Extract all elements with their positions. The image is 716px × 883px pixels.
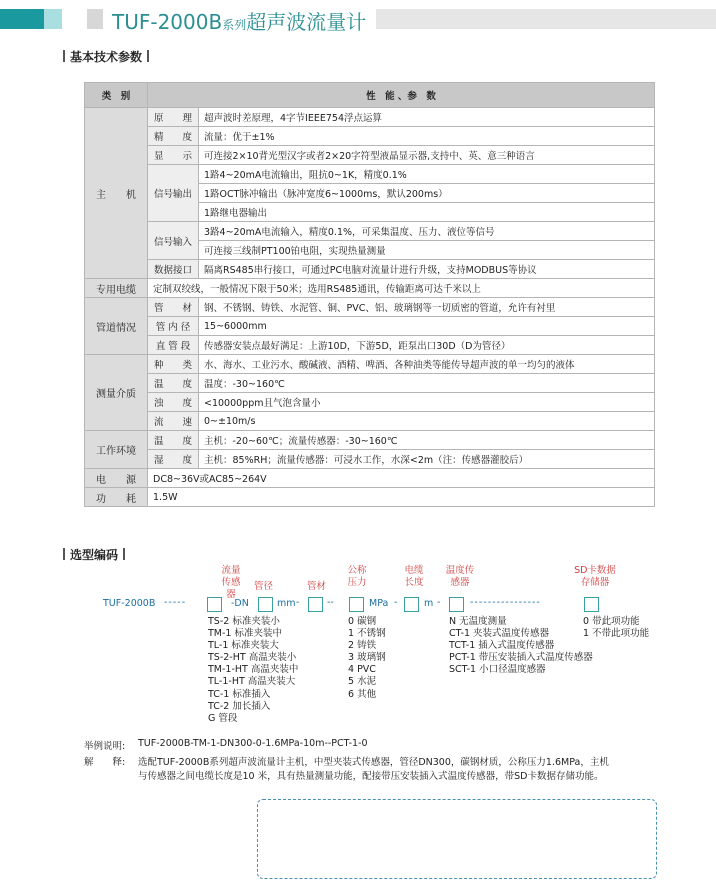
explain-line-2: 与传感器之间电缆长度是10 米，具有热量测量功能，配接带压安装插入式温度传感器，带SD卡数据存储功能。 (138, 771, 604, 782)
section-title-basic: 基本技术参数 (58, 48, 154, 65)
list-item: 0 碳钢 (348, 616, 377, 627)
table-header-row (85, 83, 655, 108)
header-right-bar (376, 9, 716, 29)
header-accent-bar-light (44, 9, 62, 29)
label-pipe-material: 管材 (307, 581, 327, 592)
sd-options (583, 616, 649, 640)
list-item: 3 玻璃钢 (348, 652, 386, 664)
list-item: 0 带此项功能 (583, 616, 640, 627)
explain-line-1: 选配TUF-2000B系列超声波流量计主机，中型夹装式传感器，管径DN300，碳钢材质，公称压力1.6MPa，主机 (138, 757, 609, 768)
table-row: 测量介质 种 类 水、海水、工业污水、酸碱液、酒精、啤酒、各种油类等能传导超声波的单一均匀的液体 (85, 355, 655, 374)
label-pressure: 公称压力 (347, 565, 367, 588)
code-box-pressure (349, 597, 364, 612)
list-item: CT-1 夹装式温度传感器 (449, 628, 550, 640)
label-cable-length: 电缆长度 (404, 565, 424, 588)
list-item: 2 铸铁 (348, 640, 377, 652)
code-box-diameter (258, 597, 273, 612)
table-row: 管道情况 管 材 钢、不锈钢、铸铁、水泥管、铜、PVC、铝、玻璃钢等一切质密的管道，允许有衬里 (85, 298, 655, 317)
list-item: TM-1-HT 高温夹装中 (208, 664, 299, 676)
table-row: 精 度 流量：优于±1% (85, 127, 655, 146)
dashed-box (257, 799, 657, 879)
table-row: 湿 度 主机：85%RH；流量传感器：可浸水工作，水深<2m（注：传感器灌胶后） (85, 450, 655, 469)
table-row: 浊 度 <10000ppm且气泡含量小 (85, 393, 655, 412)
explain-label: 解 释: (84, 757, 126, 768)
list-item: TM-1 标准夹装中 (208, 628, 282, 640)
category-main-unit: 主 机 (85, 108, 148, 279)
sensor-options (208, 616, 298, 725)
list-item: 1 不锈钢 (348, 628, 386, 640)
table-row: 直 管 段 传感器安装点最好满足：上游10D，下游5D，距泵出口30D（D为管径） (85, 336, 655, 355)
list-item: TL-1 标准夹装大 (208, 640, 279, 652)
example-label: 举例说明: (84, 741, 126, 752)
list-item: PCT-1 带压安装插入式温度传感器 (449, 652, 593, 664)
code-box-material (308, 597, 323, 612)
header-accent-bar-grey (87, 9, 103, 29)
code-mpa: MPa (369, 598, 389, 609)
list-item: SCT-1 小口径温度感器 (449, 664, 546, 676)
label-flow-sensor: 流量传感器 (221, 565, 241, 600)
header-accent-bar (0, 9, 44, 29)
table-row: 流 速 0~±10m/s (85, 412, 655, 431)
table-row: 数据接口 隔离RS485串行接口，可通过PC电脑对流量计进行升级，支持MODBUS等协议 (85, 260, 655, 279)
table-row: 温 度 温度：-30~160℃ (85, 374, 655, 393)
code-dash: - (296, 597, 300, 608)
code-prefix: TUF-2000B (103, 598, 156, 609)
code-box-cable (404, 597, 419, 612)
code-dash: -- (327, 597, 334, 608)
section-title-model: 选型编码 (58, 546, 130, 563)
table-row: 专用电缆 定制双绞线，一般情况下限于50米；选用RS485通讯，传输距离可达千米以上 (85, 279, 655, 298)
table-row: 显 示 可连接2×10背光型汉字或者2×20字符型液晶显示器,支持中、英、意三种语言 (85, 146, 655, 165)
table-row: 可连接三线制PT100铂电阻，实现热量测量 (85, 241, 655, 260)
code-mm: mm (277, 598, 296, 609)
table-row: 信号输入 3路4~20mA电流输入，精度0.1%，可采集温度、压力、液位等信号 (85, 222, 655, 241)
table-row: 信号输出 1路4~20mA电流输出，阻抗0~1K，精度0.1% (85, 165, 655, 184)
table-row: 1路OCT脉冲输出（脉冲宽度6~1000ms，默认200ms） (85, 184, 655, 203)
example-code: TUF-2000B-TM-1-DN300-0-1.6MPa-10m--PCT-1-0 (138, 738, 368, 749)
code-m: m (424, 598, 434, 609)
code-dashes: ---------------- (470, 597, 541, 608)
code-box-sd (584, 597, 599, 612)
list-item: TS-2-HT 高温夹装小 (208, 652, 297, 664)
list-item: G 管段 (208, 712, 238, 724)
code-dash: - (437, 597, 441, 608)
label-sd-card: SD卡数据存储器 (574, 565, 616, 588)
header-category: 类 别 (85, 83, 148, 108)
list-item: TCT-1 插入式温度传感器 (449, 640, 555, 652)
list-item: 5 水泥 (348, 676, 377, 688)
table-row: 主 机 原 理 超声波时差原理，4字节IEEE754浮点运算 (85, 108, 655, 127)
code-dash: - (394, 597, 398, 608)
table-row: 1路继电器输出 (85, 203, 655, 222)
table-row: 电 源 DC8~36V或AC85~264V (85, 469, 655, 488)
table-row: 管 内 径 15~6000mm (85, 317, 655, 336)
list-item: 4 PVC (348, 664, 376, 676)
list-item: 1 不带此项功能 (583, 628, 650, 640)
spec-table (84, 82, 655, 507)
code-dn: -DN (231, 598, 249, 609)
list-item: TS-2 标准夹装小 (208, 616, 280, 627)
table-row: 工作环境 温 度 主机：-20~60℃；流量传感器：-30~160℃ (85, 431, 655, 450)
table-row: 功 耗 1.5W (85, 488, 655, 507)
label-pipe-diameter: 管径 (254, 581, 274, 592)
list-item: TC-1 标准插入 (208, 688, 271, 700)
list-item: 6 其他 (348, 688, 377, 700)
code-box-temp (449, 597, 464, 612)
label-temp-sensor: 温度传感器 (445, 565, 475, 588)
list-item: TL-1-HT 高温夹装大 (208, 676, 296, 688)
header-params: 性 能 、参 数 (148, 83, 655, 108)
page-title: TUF-2000B系列超声波流量计 (112, 10, 367, 34)
temp-sensor-options (449, 616, 593, 676)
list-item: N 无温度测量 (449, 616, 507, 627)
code-dashes: ----- (164, 597, 187, 608)
list-item: TC-2 加长插入 (208, 700, 271, 712)
code-box-sensor (207, 597, 222, 612)
material-options (348, 616, 386, 701)
